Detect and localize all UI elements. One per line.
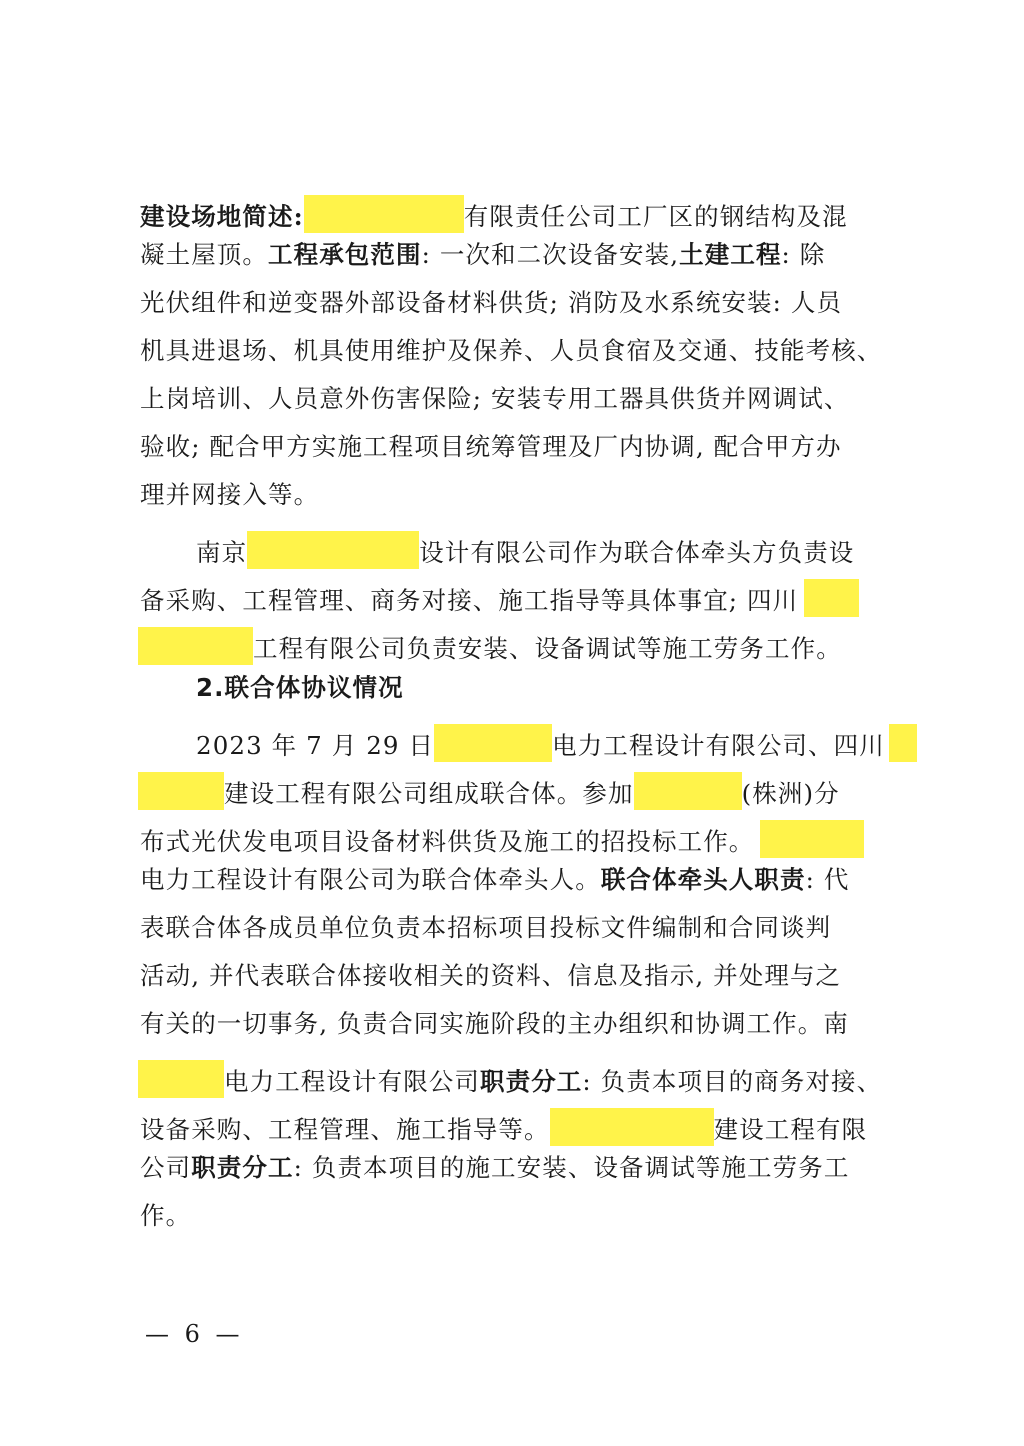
- lead-duties-label: 联合体牵头人职责: [600, 865, 806, 894]
- paragraph1-line6: 验收; 配合甲方实施工程项目统筹管理及厂内协调, 配合甲方办: [140, 432, 842, 461]
- paragraph2-line3: [138, 627, 842, 665]
- redaction-mark: [304, 195, 464, 233]
- text-run: 电力工程设计有限公司: [224, 1067, 480, 1096]
- redaction-mark: [138, 627, 253, 665]
- paragraph3-line4: [140, 865, 850, 894]
- site-description-label: 建设场地简述:: [140, 202, 304, 231]
- redaction-mark: [889, 724, 917, 762]
- text-run: : 除: [781, 240, 826, 269]
- text-run: 电力工程设计有限公司、四川: [552, 731, 885, 760]
- civil-works-label: 土建工程: [679, 240, 782, 269]
- text-run: : 一次和二次设备安装,: [421, 240, 680, 269]
- text-run: : 代: [805, 865, 850, 894]
- paragraph1-line4: 机具进退场、机具使用维护及保养、人员食宿及交通、技能考核、: [140, 336, 883, 365]
- paragraph3-line6: 活动, 并代表联合体接收相关的资料、信息及指示, 并处理与之: [140, 961, 842, 990]
- paragraph1-line7: 理并网接入等。: [140, 480, 320, 509]
- paragraph3-line11: 作。: [140, 1201, 192, 1230]
- paragraph1-line1: [140, 195, 848, 233]
- page-number: — 6 —: [145, 1320, 244, 1348]
- text-run: 设计有限公司作为联合体牵头方负责设: [419, 538, 855, 567]
- paragraph1-line3: 光伏组件和逆变器外部设备材料供货; 消防及水系统安装: 人员: [140, 288, 843, 317]
- text-run: 布式光伏发电项目设备材料供货及施工的招投标工作。: [140, 827, 755, 856]
- paragraph3-line1: [196, 724, 917, 762]
- text-run: 电力工程设计有限公司为联合体牵头人。: [140, 865, 601, 894]
- text-run: : 负责本项目的施工安装、设备调试等施工劳务工: [293, 1153, 850, 1182]
- redaction-mark: [138, 772, 224, 810]
- paragraph3-line3: [140, 820, 864, 858]
- text-run: 工程有限公司负责安装、设备调试等施工劳务工作。: [253, 634, 842, 663]
- text-run: 公司: [140, 1153, 192, 1182]
- paragraph3-line5: 表联合体各成员单位负责本招标项目投标文件编制和合同谈判: [140, 913, 832, 942]
- duty-division-label: 职责分工: [480, 1067, 583, 1096]
- paragraph3-line10: [140, 1153, 850, 1182]
- text-run: : 负责本项目的商务对接、: [582, 1067, 883, 1096]
- text-run: 备采购、工程管理、商务对接、施工指导等具体事宜; 四川: [140, 586, 799, 615]
- paragraph3-line9: [140, 1108, 867, 1146]
- text-run: 南京: [196, 538, 248, 567]
- paragraph2-line2: [140, 579, 859, 617]
- text-run: 有限责任公司工厂区的钢结构及混: [463, 202, 848, 231]
- paragraph1-line2: [140, 240, 826, 269]
- scope-label: 工程承包范围: [268, 240, 422, 269]
- paragraph2-line1: [196, 531, 854, 569]
- section-heading: 2.联合体协议情况: [196, 673, 404, 702]
- redaction-mark: [760, 820, 864, 858]
- text-run: (株洲)分: [741, 779, 840, 808]
- text-run: 凝土屋顶。: [140, 240, 268, 269]
- paragraph3-line2: [138, 772, 840, 810]
- redaction-mark: [804, 579, 859, 617]
- text-run: 设备采购、工程管理、施工指导等。: [140, 1115, 550, 1144]
- redaction-mark: [634, 772, 742, 810]
- text-run: 建设工程有限: [713, 1115, 868, 1144]
- date-text: 2023 年 7 月 29 日: [196, 731, 435, 760]
- paragraph3-line8: [138, 1060, 882, 1098]
- paragraph3-line7: 有关的一切事务, 负责合同实施阶段的主办组织和协调工作。南: [140, 1009, 849, 1038]
- redaction-mark: [550, 1108, 714, 1146]
- paragraph1-line5: 上岗培训、人员意外伤害保险; 安装专用工器具供货并网调试、: [140, 384, 850, 413]
- redaction-mark: [434, 724, 552, 762]
- redaction-mark: [247, 531, 419, 569]
- text-run: 建设工程有限公司组成联合体。参加: [224, 779, 634, 808]
- redaction-mark: [138, 1060, 224, 1098]
- duty-division-label: 职责分工: [191, 1153, 294, 1182]
